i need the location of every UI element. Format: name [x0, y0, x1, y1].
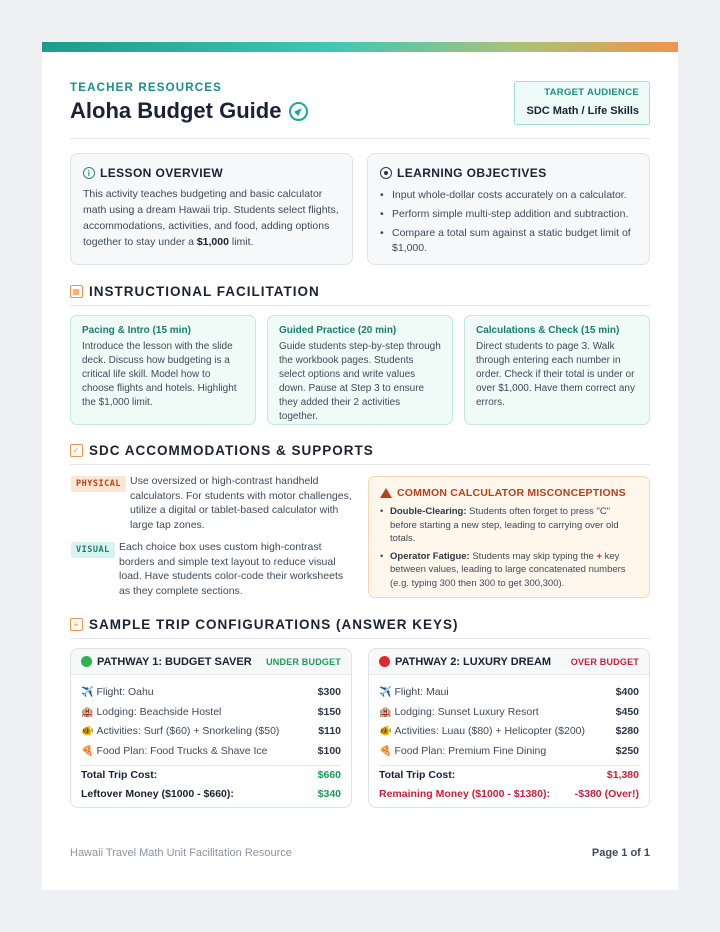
status-badge: UNDER BUDGET: [266, 656, 341, 667]
checklist-icon: ✓: [70, 444, 83, 457]
row-amount: $150: [317, 705, 341, 718]
samples-title: SAMPLE TRIP CONFIGURATIONS (ANSWER KEYS): [89, 617, 459, 632]
misconception-label: Operator Fatigue:: [390, 550, 470, 562]
hotel-icon: 🏨: [379, 706, 392, 718]
list-item: [379, 703, 639, 723]
physical-text: Use oversized or high-contrast handheld calculators. For students with motor challenges, utilize a digital or tablet-based calculator with large tap zones.: [130, 475, 352, 531]
plus-key: +: [596, 550, 602, 562]
footer-page-number: Page 1 of 1: [591, 847, 650, 859]
top-gradient-bar: [42, 42, 678, 52]
learning-objectives-heading: [380, 166, 637, 180]
row-label: Food Plan: Premium Fine Dining: [394, 744, 547, 757]
objectives-list: [380, 188, 637, 256]
total-value: $1,380: [606, 769, 639, 781]
pizza-icon: 🍕: [81, 745, 94, 757]
misconception-text: Students often forget to press "C" before starting a new step, leading to carrying over old totals.: [390, 506, 619, 544]
row-label: Lodging: Beachside Hostel: [96, 705, 222, 718]
eyebrow-label: TEACHER RESOURCES: [70, 82, 223, 94]
facilitation-card-pacing: [70, 315, 256, 425]
red-circle-icon: [379, 656, 390, 667]
target-icon: [380, 167, 392, 179]
page: [42, 42, 678, 890]
page-title: [70, 98, 308, 124]
lesson-overview-title: LESSON OVERVIEW: [100, 166, 224, 180]
card-text: Guide students step-by-step through the workbook pages. Students select options and write values down. Pause at Step 3 to ensure they added their 2 activities together.: [279, 341, 441, 422]
row-label: Flight: Maui: [394, 686, 449, 698]
row-amount: $280: [615, 725, 639, 737]
overview-text-b: limit.: [228, 236, 254, 248]
fish-icon: 🐠: [379, 726, 392, 737]
pathway-rows: [71, 675, 351, 761]
fish-icon: 🐠: [81, 726, 94, 737]
total-label: Total Trip Cost:: [81, 769, 158, 781]
remaining-label: Remaining Money ($1000 - $1380):: [379, 788, 550, 800]
row-label: Activities: Surf ($60) + Snorkeling ($50): [96, 725, 280, 737]
total-row: [369, 766, 649, 785]
misconceptions-title: COMMON CALCULATOR MISCONCEPTIONS: [397, 487, 626, 499]
list-item: [380, 550, 638, 591]
green-circle-icon: [81, 656, 92, 667]
list-item: • Perform simple multi-step addition and subtraction.: [380, 207, 637, 222]
list-item: [379, 722, 639, 742]
target-audience-box: [514, 81, 650, 125]
section-heading-samples: [70, 617, 650, 639]
card-heading: Guided Practice (20 min): [279, 325, 397, 336]
calendar-icon: ▦: [70, 285, 83, 298]
row-label: Lodging: Sunset Luxury Resort: [394, 705, 539, 718]
hotel-icon: 🏨: [81, 706, 94, 718]
lesson-overview-text: [83, 186, 340, 250]
facilitation-title: INSTRUCTIONAL FACILITATION: [89, 284, 320, 299]
leftover-value: $340: [317, 788, 341, 800]
remaining-row: [369, 785, 649, 804]
total-value: $660: [317, 769, 341, 781]
list-item: [81, 742, 341, 762]
section-heading-accommodations: [70, 443, 650, 465]
divider: [70, 138, 650, 139]
row-amount: $110: [318, 725, 341, 737]
learning-objectives-title: LEARNING OBJECTIVES: [397, 166, 547, 180]
pathway-rows: [369, 675, 649, 761]
pizza-icon: 🍕: [379, 745, 392, 757]
card-text: Introduce the lesson with the slide deck. Discuss how budgeting is a critical life skill. Model how to choose flights and hotels. Highlight the $1,000 limit.: [82, 341, 237, 408]
list-item: • Input whole-dollar costs accurately on a calculator.: [380, 188, 637, 203]
document-icon: ≡: [70, 618, 83, 631]
airplane-icon: ✈️: [379, 687, 392, 698]
lesson-overview-card: [70, 153, 353, 265]
compass-icon: [289, 102, 308, 121]
pathway-name: [81, 656, 252, 668]
pathway-header: [71, 649, 351, 675]
facilitation-card-guided: [267, 315, 453, 425]
card-text: Direct students to page 3. Walk through entering each number in order. Check if their total is under or over $1,000. Have them correct any errors.: [476, 341, 635, 408]
misconception-text: Students may skip typing the: [469, 550, 597, 562]
row-amount: $250: [615, 744, 639, 757]
learning-objectives-card: [367, 153, 650, 265]
pathway-2-card: [368, 648, 650, 808]
card-heading: Pacing & Intro (15 min): [82, 325, 191, 336]
row-amount: $100: [317, 744, 341, 757]
overview-text-a: This activity teaches budgeting and basic calculator math using a dream Hawaii trip. Students select flights, accommodations, activities, and food, adding options together to stay under a: [83, 188, 339, 248]
misconceptions-list: [380, 505, 638, 590]
total-label: Total Trip Cost:: [379, 769, 456, 781]
list-item: [81, 722, 341, 742]
row-label: Activities: Luau ($80) + Helicopter ($200): [394, 725, 586, 737]
overview-limit: $1,000: [196, 236, 229, 248]
list-item: [380, 505, 638, 546]
list-item: [379, 742, 639, 762]
list-item: [81, 703, 341, 723]
accommodations-title: SDC ACCOMMODATIONS & SUPPORTS: [89, 443, 374, 458]
misconceptions-heading: [380, 487, 638, 499]
list-item: • Compare a total sum against a static budget limit of $1,000.: [380, 226, 637, 256]
row-amount: $300: [317, 686, 341, 698]
leftover-row: [71, 785, 351, 804]
row-amount: $400: [615, 686, 639, 698]
remaining-value: -$380 (Over!): [574, 788, 639, 800]
page-title-text: Aloha Budget Guide: [70, 98, 282, 123]
footer-source: Hawaii Travel Math Unit Facilitation Resource: [70, 847, 292, 859]
pathway-name-text: PATHWAY 1: BUDGET SAVER: [97, 655, 252, 668]
leftover-label: Leftover Money ($1000 - $660):: [81, 788, 234, 800]
visual-tag: VISUAL: [71, 542, 115, 558]
info-icon: i: [83, 167, 95, 179]
pathway-header: [369, 649, 649, 675]
total-row: [71, 766, 351, 785]
airplane-icon: ✈️: [81, 687, 94, 698]
misconception-label: Double-Clearing:: [390, 506, 467, 517]
card-heading: Calculations & Check (15 min): [476, 325, 620, 336]
facilitation-card-calculations: [464, 315, 650, 425]
warning-icon: [380, 488, 392, 498]
misconception-text: key between values, leading to large concatenated numbers (e.g. typing 300 then 300 to get 300,300).: [390, 550, 626, 589]
pathway-name-text: PATHWAY 2: LUXURY DREAM: [395, 655, 552, 668]
row-label: Flight: Oahu: [96, 686, 154, 698]
list-item: [81, 683, 341, 703]
section-heading-facilitation: [70, 284, 650, 306]
row-amount: $450: [615, 705, 639, 718]
pathway-1-card: [70, 648, 352, 808]
lesson-overview-heading: [83, 166, 340, 180]
row-label: Food Plan: Food Trucks & Shave Ice: [96, 744, 268, 757]
visual-text: Each choice box uses custom high-contrast borders and simple text layout to reduce visual load. Have students color-code their worksheets as they complete sections.: [119, 541, 344, 597]
misconceptions-box: [368, 476, 650, 598]
audience-label: TARGET AUDIENCE: [544, 87, 639, 98]
pathway-name: [379, 656, 551, 668]
audience-value: SDC Math / Life Skills: [526, 105, 639, 117]
list-item: [379, 683, 639, 703]
status-badge: OVER BUDGET: [570, 656, 639, 667]
physical-tag: PHYSICAL: [71, 476, 126, 492]
